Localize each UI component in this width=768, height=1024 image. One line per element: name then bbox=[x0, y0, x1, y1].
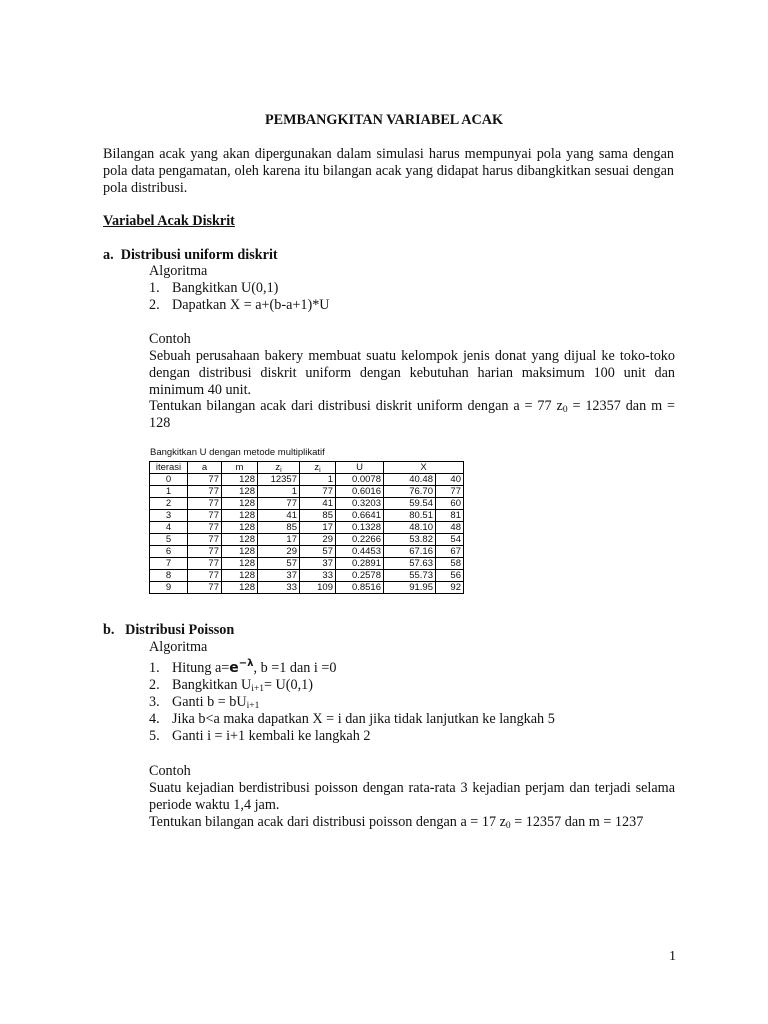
table-cell: 7 bbox=[150, 558, 188, 570]
intro-paragraph: Bilangan acak yang akan dipergunakan dalam simulasi harus mempunyai pola yang sama dengan pola data pengamatan, oleh karena itu bilangan acak yang didapat harus dibangkitkan sesuai dengan pola distribusi. bbox=[103, 146, 674, 196]
table-cell: 48 bbox=[436, 522, 464, 534]
header-iterasi: iterasi bbox=[150, 462, 188, 474]
part-a-example-text: Sebuah perusahaan bakery membuat suatu kelompok jenis donat yang dijual ke toko-toko dengan distribusi diskrit uniform dengan kebutuhan harian maksimum 100 unit dan minimum 40 unit. bbox=[149, 348, 675, 398]
table-cell: 12357 bbox=[258, 474, 300, 486]
section-heading: Variabel Acak Diskrit bbox=[103, 213, 235, 229]
part-a-heading: a. Distribusi uniform diskrit bbox=[103, 247, 278, 263]
part-a-question: Tentukan bilangan acak dari distribusi diskrit uniform dengan a = 77 $z_0 = 12357$ dan m = 128 bbox=[149, 398, 676, 431]
exponential-formula: $e^{-\lambda}$ bbox=[229, 658, 254, 676]
table-cell: 0.0078 bbox=[336, 474, 384, 486]
table-cell: 40 bbox=[436, 474, 464, 486]
table-cell: 57 bbox=[258, 558, 300, 570]
table-cell: 85 bbox=[300, 510, 336, 522]
table-cell: 3 bbox=[150, 510, 188, 522]
table-cell: 77 bbox=[188, 498, 222, 510]
table-cell: 77 bbox=[188, 486, 222, 498]
table-cell: 48.10 bbox=[384, 522, 436, 534]
data-table bbox=[149, 461, 464, 594]
table-cell: 0.3203 bbox=[336, 498, 384, 510]
table-cell: 77 bbox=[188, 522, 222, 534]
table-row bbox=[150, 522, 464, 534]
part-b-question: Tentukan bilangan acak dari distribusi poisson dengan a = 17 $z_0 = 12357$ dan m = 1237 bbox=[149, 814, 644, 831]
table-cell: 81 bbox=[436, 510, 464, 522]
part-b-step: 3. Ganti $b = bU_{i+1}$ bbox=[149, 694, 260, 711]
table-cell: 33 bbox=[300, 570, 336, 582]
table-cell: 128 bbox=[222, 522, 258, 534]
table-row bbox=[150, 534, 464, 546]
table-cell: 57 bbox=[300, 546, 336, 558]
table-cell: 128 bbox=[222, 510, 258, 522]
table-cell: 54 bbox=[436, 534, 464, 546]
table-cell: 0.2891 bbox=[336, 558, 384, 570]
part-b-step: 5. Ganti i = i+1 kembali ke langkah 2 bbox=[149, 728, 371, 744]
table-cell: 17 bbox=[258, 534, 300, 546]
table-cell: 80.51 bbox=[384, 510, 436, 522]
part-b-example-label: Contoh bbox=[149, 763, 191, 779]
table-cell: 128 bbox=[222, 546, 258, 558]
table-cell: 8 bbox=[150, 570, 188, 582]
table-caption: Bangkitkan U dengan metode multiplikatif bbox=[150, 447, 325, 458]
table-cell: 128 bbox=[222, 486, 258, 498]
part-a-algorithm-label: Algoritma bbox=[149, 263, 208, 279]
table-cell: 77 bbox=[188, 582, 222, 594]
table-row bbox=[150, 498, 464, 510]
table-cell: 56 bbox=[436, 570, 464, 582]
table-cell: 0 bbox=[150, 474, 188, 486]
table-cell: 77 bbox=[436, 486, 464, 498]
table-cell: 17 bbox=[300, 522, 336, 534]
table-cell: 0.4453 bbox=[336, 546, 384, 558]
table-cell: 55.73 bbox=[384, 570, 436, 582]
table-cell: 77 bbox=[188, 510, 222, 522]
table-cell: 77 bbox=[188, 474, 222, 486]
table-cell: 128 bbox=[222, 474, 258, 486]
part-a-step: 2. Dapatkan X = a+(b-a+1)*U bbox=[149, 297, 330, 313]
table-cell: 77 bbox=[188, 570, 222, 582]
part-b-example-text: Suatu kejadian berdistribusi poisson dengan rata-rata 3 kejadian perjam dan terjadi selama periode waktu 1,4 jam. bbox=[149, 780, 675, 813]
header-zi: $z_i$ bbox=[258, 462, 300, 474]
table-cell: 128 bbox=[222, 582, 258, 594]
table-cell: 0.2578 bbox=[336, 570, 384, 582]
table-header-row bbox=[150, 462, 464, 474]
page-number: 1 bbox=[669, 949, 676, 964]
part-a-example-label: Contoh bbox=[149, 331, 191, 347]
table-cell: 0.2266 bbox=[336, 534, 384, 546]
part-b-step: 2. Bangkitkan $U_{i+1}= U(0,1)$ bbox=[149, 677, 313, 694]
table-cell: 41 bbox=[258, 510, 300, 522]
table-cell: 58 bbox=[436, 558, 464, 570]
table-cell: 6 bbox=[150, 546, 188, 558]
header-m: m bbox=[222, 462, 258, 474]
table-cell: 29 bbox=[300, 534, 336, 546]
table-cell: 76.70 bbox=[384, 486, 436, 498]
table-cell: 85 bbox=[258, 522, 300, 534]
header-x: X bbox=[384, 462, 464, 474]
header-a: a bbox=[188, 462, 222, 474]
table-cell: 77 bbox=[188, 558, 222, 570]
table-cell: 128 bbox=[222, 570, 258, 582]
header-zi2: $z_i$ bbox=[300, 462, 336, 474]
table-row bbox=[150, 546, 464, 558]
table-cell: 92 bbox=[436, 582, 464, 594]
table-cell: 0.8516 bbox=[336, 582, 384, 594]
table-cell: 0.6641 bbox=[336, 510, 384, 522]
table-cell: 9 bbox=[150, 582, 188, 594]
table-cell: 53.82 bbox=[384, 534, 436, 546]
table-cell: 77 bbox=[188, 546, 222, 558]
header-u: U bbox=[336, 462, 384, 474]
table-cell: 91.95 bbox=[384, 582, 436, 594]
table-cell: 77 bbox=[300, 486, 336, 498]
part-b-step: 1. Hitung $a=e^{-\lambda}$, b =1 dan i =0 bbox=[149, 658, 337, 676]
table-cell: 0.6016 bbox=[336, 486, 384, 498]
part-b-algorithm-label: Algoritma bbox=[149, 639, 208, 655]
table-cell: 128 bbox=[222, 498, 258, 510]
table-cell: 33 bbox=[258, 582, 300, 594]
part-b-steps bbox=[149, 660, 669, 745]
table-row bbox=[150, 570, 464, 582]
table-cell: 4 bbox=[150, 522, 188, 534]
table-cell: 67 bbox=[436, 546, 464, 558]
table-cell: 128 bbox=[222, 558, 258, 570]
table-row bbox=[150, 558, 464, 570]
table-cell: 37 bbox=[300, 558, 336, 570]
table-row bbox=[150, 510, 464, 522]
table-row bbox=[150, 486, 464, 498]
table-cell: 5 bbox=[150, 534, 188, 546]
table-cell: 59.54 bbox=[384, 498, 436, 510]
table-cell: 0.1328 bbox=[336, 522, 384, 534]
part-a-steps bbox=[149, 280, 669, 314]
table-cell: 1 bbox=[300, 474, 336, 486]
table-cell: 109 bbox=[300, 582, 336, 594]
table-cell: 128 bbox=[222, 534, 258, 546]
table-cell: 1 bbox=[258, 486, 300, 498]
table-cell: 60 bbox=[436, 498, 464, 510]
table-cell: 41 bbox=[300, 498, 336, 510]
table-cell: 77 bbox=[188, 534, 222, 546]
table-row bbox=[150, 474, 464, 486]
part-b-step: 4. Jika b<a maka dapatkan X = i dan jika tidak lanjutkan ke langkah 5 bbox=[149, 711, 555, 727]
page-title: PEMBANGKITAN VARIABEL ACAK bbox=[264, 112, 504, 128]
table-cell: 67.16 bbox=[384, 546, 436, 558]
table-row bbox=[150, 582, 464, 594]
part-b-heading: b. Distribusi Poisson bbox=[103, 622, 235, 638]
table-cell: 77 bbox=[258, 498, 300, 510]
table-cell: 29 bbox=[258, 546, 300, 558]
table-cell: 40.48 bbox=[384, 474, 436, 486]
table-cell: 37 bbox=[258, 570, 300, 582]
table-cell: 2 bbox=[150, 498, 188, 510]
part-a-step: 1. Bangkitkan U(0,1) bbox=[149, 280, 279, 296]
table-cell: 1 bbox=[150, 486, 188, 498]
table-cell: 57.63 bbox=[384, 558, 436, 570]
